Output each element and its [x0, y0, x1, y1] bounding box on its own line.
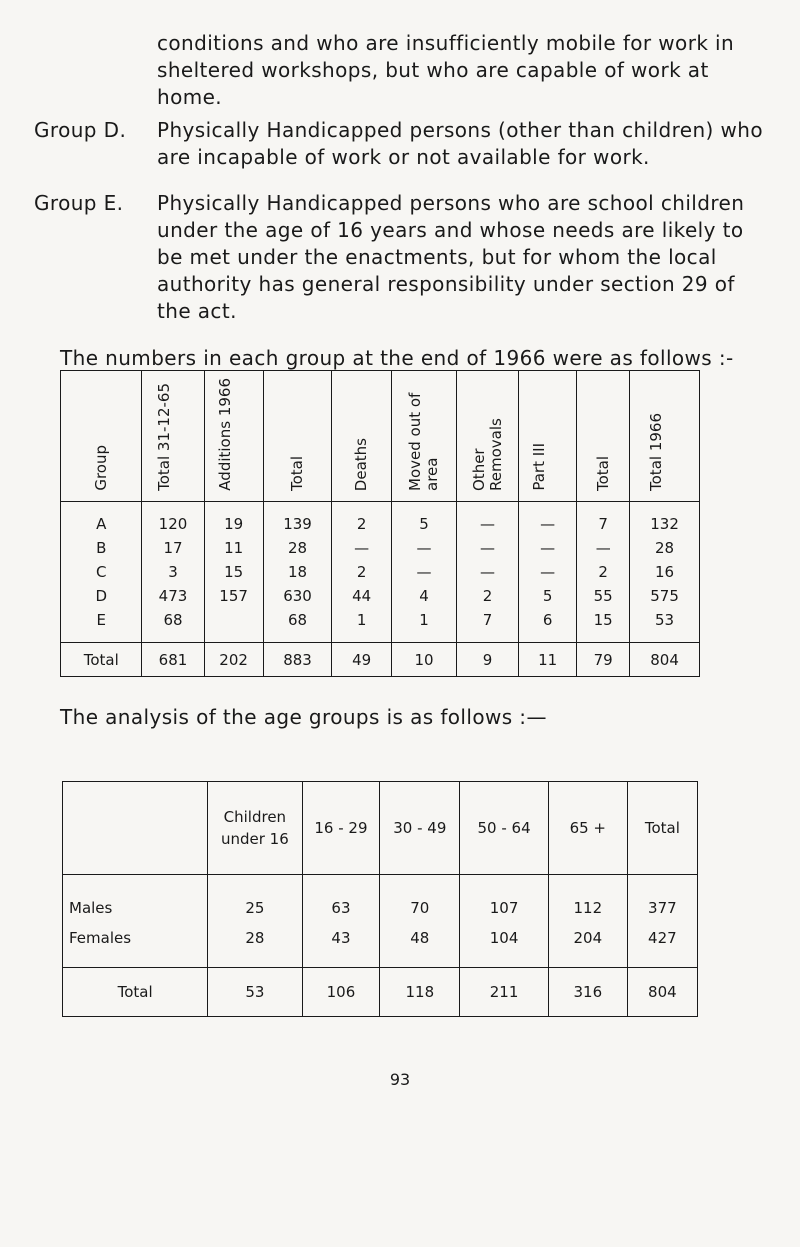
column-header: Total — [577, 371, 630, 502]
table-row — [61, 502, 700, 537]
table1-intro: The numbers in each group at the end of 1966 were as follows :- — [60, 346, 734, 370]
group-numbers-table — [60, 370, 700, 677]
table-cell: 5 — [519, 584, 577, 608]
table-cell: — — [456, 560, 518, 584]
intro-continuation: conditions and who are insufficiently mobile for work in sheltered workshops, but who are capable of work at home. — [157, 31, 735, 109]
row-label: Males — [63, 875, 208, 924]
table-cell: 63 — [302, 875, 380, 924]
table-cell: 19 — [204, 502, 263, 537]
table-cell: 49 — [332, 643, 392, 677]
table-cell: — — [456, 536, 518, 560]
table-cell: 16 — [630, 560, 700, 584]
table-cell: 28 — [208, 923, 302, 968]
table-header-row — [63, 782, 698, 875]
group-d-text: Physically Handicapped persons (other than children) who are incapable of work or not available for work. — [157, 118, 763, 169]
table-cell: 7 — [577, 502, 630, 537]
table-cell: 2 — [332, 502, 392, 537]
column-header: 30 - 49 — [380, 782, 460, 875]
group-e-label: Group E. — [34, 191, 124, 215]
table-cell: 157 — [204, 584, 263, 608]
table-row — [61, 560, 700, 584]
table-cell: — — [392, 536, 457, 560]
column-header — [63, 782, 208, 875]
table-row — [61, 584, 700, 608]
table-cell: 11 — [519, 643, 577, 677]
column-header: Total — [627, 782, 697, 875]
column-header: Group — [61, 371, 142, 502]
table-header-row — [61, 371, 700, 502]
table-cell: A — [61, 502, 142, 537]
table-total-row — [63, 968, 698, 1017]
table-cell: 68 — [263, 608, 332, 643]
table-cell: 6 — [519, 608, 577, 643]
table-cell — [204, 608, 263, 643]
table-cell: 79 — [577, 643, 630, 677]
table-cell: — — [332, 536, 392, 560]
table-cell: — — [456, 502, 518, 537]
table-cell: 7 — [456, 608, 518, 643]
column-header: Total 31-12-65 — [142, 371, 204, 502]
table-cell: 10 — [392, 643, 457, 677]
table-cell: 53 — [630, 608, 700, 643]
table-cell: — — [577, 536, 630, 560]
column-header: Total — [263, 371, 332, 502]
table-cell: 17 — [142, 536, 204, 560]
table-cell: 11 — [204, 536, 263, 560]
table-cell: 9 — [456, 643, 518, 677]
table-cell: 118 — [380, 968, 460, 1017]
table-cell: 377 — [627, 875, 697, 924]
table-cell: 2 — [577, 560, 630, 584]
table-cell: 3 — [142, 560, 204, 584]
age-groups-table — [62, 781, 698, 1017]
table-cell: 427 — [627, 923, 697, 968]
table-cell: 1 — [332, 608, 392, 643]
table-cell: 211 — [460, 968, 549, 1017]
table-cell: 575 — [630, 584, 700, 608]
table-cell: 132 — [630, 502, 700, 537]
table-cell: 316 — [548, 968, 627, 1017]
table-cell: 48 — [380, 923, 460, 968]
table-cell: 883 — [263, 643, 332, 677]
table-cell: 630 — [263, 584, 332, 608]
table-cell: 70 — [380, 875, 460, 924]
table-cell: 43 — [302, 923, 380, 968]
table-row — [63, 875, 698, 924]
page-number: 93 — [389, 1070, 411, 1089]
table-cell: — — [519, 560, 577, 584]
column-header: Other Removals — [456, 371, 518, 502]
table-cell: 139 — [263, 502, 332, 537]
table-total-row — [61, 643, 700, 677]
column-header: 16 - 29 — [302, 782, 380, 875]
table-cell: — — [392, 560, 457, 584]
table-cell: 804 — [627, 968, 697, 1017]
table-cell: 120 — [142, 502, 204, 537]
table-cell: 53 — [208, 968, 302, 1017]
table-cell: 5 — [392, 502, 457, 537]
row-label: Total — [63, 968, 208, 1017]
table-cell: B — [61, 536, 142, 560]
table-cell: 4 — [392, 584, 457, 608]
column-header: Moved out of area — [392, 371, 457, 502]
group-e-text: Physically Handicapped persons who are school children under the age of 16 years and whose needs are likely to be met under the enactments, but for whom the local authority has general responsibility under section 29 of the act. — [157, 191, 745, 323]
table-row — [61, 536, 700, 560]
table-cell: 15 — [204, 560, 263, 584]
table-cell: 28 — [263, 536, 332, 560]
column-header: Deaths — [332, 371, 392, 502]
row-label: Females — [63, 923, 208, 968]
column-header: Additions 1966 — [204, 371, 263, 502]
table-cell: 107 — [460, 875, 549, 924]
table2-intro: The analysis of the age groups is as follows :— — [60, 705, 547, 729]
table-cell: 204 — [548, 923, 627, 968]
table-row — [63, 923, 698, 968]
table-cell: D — [61, 584, 142, 608]
table-cell: 55 — [577, 584, 630, 608]
table-cell: 804 — [630, 643, 700, 677]
column-header: 50 - 64 — [460, 782, 549, 875]
table-cell: 68 — [142, 608, 204, 643]
table-cell: 106 — [302, 968, 380, 1017]
table-cell: 112 — [548, 875, 627, 924]
table-cell: — — [519, 536, 577, 560]
table-cell: 28 — [630, 536, 700, 560]
table-cell: 473 — [142, 584, 204, 608]
table-cell: 2 — [456, 584, 518, 608]
table-cell: 2 — [332, 560, 392, 584]
table-cell: Total — [61, 643, 142, 677]
table-row — [61, 608, 700, 643]
column-header: Part III — [519, 371, 577, 502]
column-header: Children under 16 — [208, 782, 302, 875]
column-header: 65 + — [548, 782, 627, 875]
group-d-label: Group D. — [34, 118, 127, 142]
table-cell: 25 — [208, 875, 302, 924]
table-cell: 1 — [392, 608, 457, 643]
table-cell: 18 — [263, 560, 332, 584]
table-cell: 44 — [332, 584, 392, 608]
column-header: Total 1966 — [630, 371, 700, 502]
table-cell: E — [61, 608, 142, 643]
table-cell: C — [61, 560, 142, 584]
table-cell: 15 — [577, 608, 630, 643]
table-cell: 104 — [460, 923, 549, 968]
table-cell: — — [519, 502, 577, 537]
table-cell: 681 — [142, 643, 204, 677]
table-cell: 202 — [204, 643, 263, 677]
